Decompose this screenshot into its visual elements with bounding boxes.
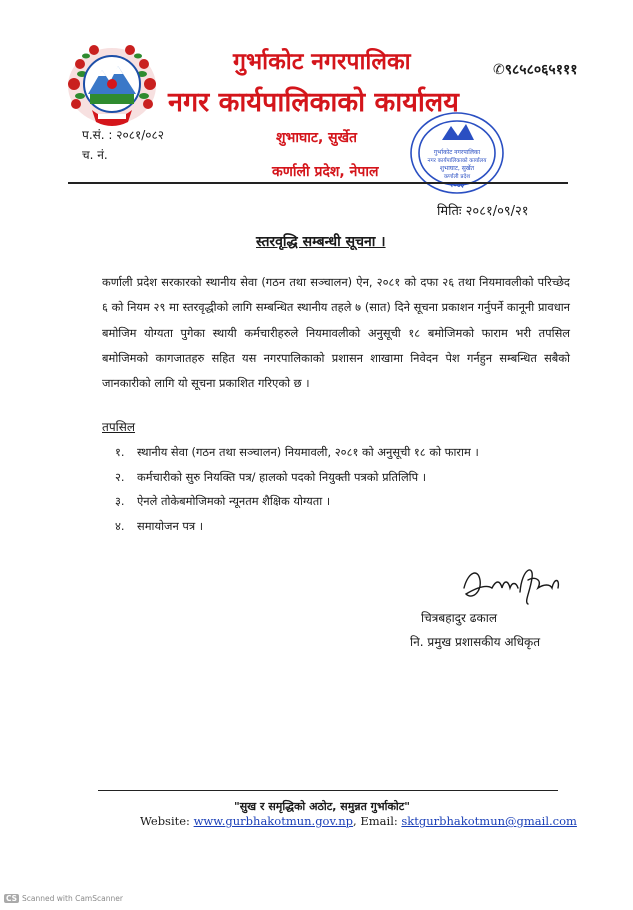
municipality-emblem-logo — [62, 40, 162, 128]
email-link[interactable]: sktgurbhakotmun@gmail.com — [401, 814, 577, 828]
scanner-watermark: CS Scanned with CamScanner — [6, 894, 123, 903]
camscanner-icon: CS — [6, 894, 18, 903]
stamp-year: २०७३ — [449, 181, 465, 189]
list-heading: तपसिल — [102, 420, 136, 434]
signatory-name: चित्रबहादुर ढकाल — [421, 611, 497, 625]
signatory-designation: नि. प्रमुख प्रशासकीय अधिकृत — [410, 635, 541, 649]
stamp-line-1: गुर्भाकोट नगरपालिका — [433, 149, 481, 156]
footer-contact: Website: www.gurbhakotmun.gov.np, Email: sktgurbhakotmun@gmail.com — [140, 814, 577, 828]
stamp-line-3: शुभाघाट, सुर्खेत — [439, 165, 475, 172]
address-line-2: कर्णाली प्रदेश, नेपाल — [272, 164, 379, 180]
footer-slogan: "सुख र समृद्धिको अठोट, समुन्नत गुर्भाकोट" — [234, 800, 411, 813]
reference-number: प.सं. : २०८१/०८२ — [82, 128, 164, 142]
stamp-line-4: कर्णाली प्रदेश — [443, 174, 471, 180]
notice-body: कर्णाली प्रदेश सरकारको स्थानीय सेवा (गठन तथा सञ्चालन) ऐन, २०८१ को दफा २६ तथा नियमावलीको परिच्छेद ६ को नियम २९ मा स्तरवृद्धीको लागि सम्बन्धित स्थानीय तहले ७ (सात) दिने सूचना प्रकाशन गर्नुपर्ने कानूनी प्रावधान बमोजिम योग्यता पुगेका स्थायी कर्मचारीहरुले नियमावलीको अनुसूची १८ बमोजिमको फाराम भरी तपसिल बमोजिमको कागजातहरु सहित यस नगरपालिकाको प्रशासन शाखामा निवेदन पेश गर्नहुन सम्बन्धित सबैको जानकारीको लागि यो सूचना प्रकाशित गरिएको छ । — [102, 275, 570, 391]
header-divider — [68, 182, 568, 184]
notice-title: स्तरवृद्धि सम्बन्धी सूचना । — [256, 234, 386, 250]
document-list — [115, 440, 575, 538]
website-link[interactable]: www.gurbhakotmun.gov.np — [193, 814, 354, 828]
handwritten-signature — [458, 558, 568, 608]
address-line-1: शुभाघाट, सुर्खेत — [276, 130, 358, 146]
stamp-line-2: नगर कार्यपालिकाको कार्यालय — [427, 158, 487, 164]
municipality-name: गुर्भाकोट नगरपालिका — [233, 49, 411, 75]
dispatch-number: च. नं. — [82, 148, 108, 162]
list-item: ४. समायोजन पत्र । — [115, 518, 204, 533]
footer-divider — [98, 790, 558, 791]
list-item: १. स्थानीय सेवा (गठन तथा सञ्चालन) नियमावली, २०८१ को अनुसूची १८ को फाराम । — [115, 445, 479, 459]
list-item: ३. ऐनले तोकेबमोजिमको न्यूनतम शैक्षिक योग्यता । — [115, 494, 331, 509]
office-name: नगर कार्यपालिकाको कार्यालय — [168, 87, 459, 118]
notice-date: मितिः २०८१/०९/२१ — [437, 204, 529, 219]
list-item: २. कर्मचारीको सुरु नियक्ति पत्र/ हालको पदको नियुक्ती पत्रको प्रतिलिपि । — [115, 469, 427, 484]
phone-number: ✆९८५८०६५१११ — [493, 62, 578, 78]
